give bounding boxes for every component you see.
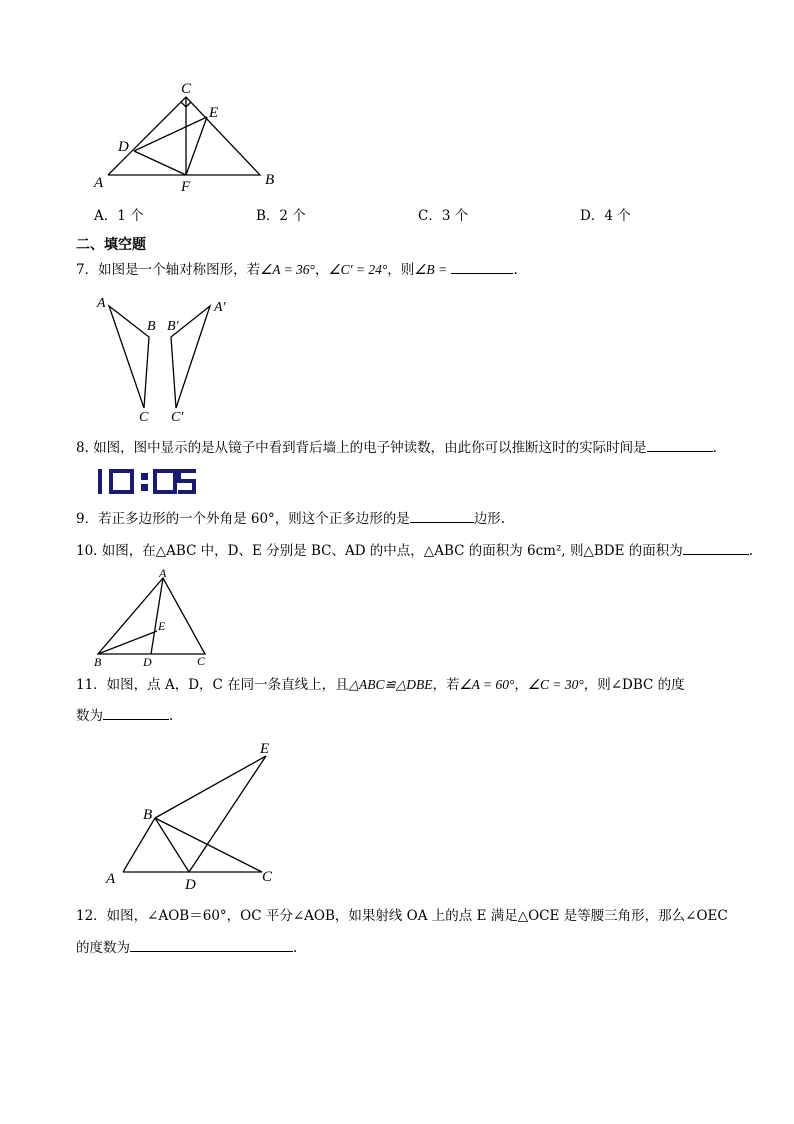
option-a: A．1 个 — [94, 208, 144, 224]
q11-mid: ，若 — [432, 677, 460, 693]
fig10-label-c: C — [197, 654, 206, 668]
option-b: B．2 个 — [256, 208, 306, 224]
fig6-label-d: D — [118, 139, 129, 155]
fig11-segment-bc — [155, 818, 262, 872]
q8-text: 8. 如图，图中显示的是从镜子中看到背后墙上的电子钟读数，由此你可以推断这时的实际时间是 — [76, 440, 647, 456]
fig11-segment-be — [155, 756, 266, 818]
q10-text: 10. 如图，在△ABC 中，D、E 分别是 BC、AD 的中点，△ABC 的面积为 6cm², 则△BDE 的面积为 — [76, 543, 683, 559]
fig11-label-c: C — [262, 869, 273, 885]
q12-line1: 12．如图，∠AOB＝60°，OC 平分∠AOB，如果射线 OA 上的点 E 满足△OCE 是等腰三角形，那么∠OEC — [76, 908, 728, 924]
q11-congruence: △ABC≌△DBE — [348, 677, 433, 692]
q11-line2-prefix: 数为 — [76, 708, 103, 724]
q12-line2-prefix: 的度数为 — [76, 940, 130, 956]
fig7-label-c: C — [139, 410, 149, 425]
fig7-label-c-prime: C′ — [171, 410, 184, 425]
fig6-label-b: B — [265, 172, 275, 188]
q12-answer-blank[interactable] — [130, 938, 293, 952]
fig10-label-a: A — [159, 566, 167, 580]
q10-suffix: . — [748, 543, 754, 559]
q11-prefix: 11．如图，点 A，D，C 在同一条直线上，且 — [76, 677, 349, 693]
fig6-label-e: E — [209, 105, 219, 121]
fig11-label-a: A — [106, 871, 116, 887]
q11-line2-suffix: . — [169, 708, 174, 724]
question-12-line-1 — [76, 907, 728, 925]
q7-angle-a: ∠A = 36° — [260, 262, 315, 277]
fig10-label-b: B — [94, 655, 102, 669]
option-d: D．4 个 — [580, 208, 631, 224]
q11-angle-a: ∠A = 60° — [459, 677, 515, 692]
q7-mid: ，则 — [387, 262, 415, 278]
fig7-label-b-prime: B′ — [167, 319, 179, 334]
fig11-label-d: D — [185, 877, 196, 893]
q7-prefix: 7．如图是一个轴对称图形，若 — [76, 262, 261, 278]
question-12-line-2 — [76, 938, 297, 957]
fig6-label-f: F — [181, 179, 191, 195]
q9-text: 9．若正多边形的一个外角是 60°，则这个正多边形的是 — [76, 511, 410, 527]
q11-separator: ， — [514, 677, 528, 693]
q12-line2-suffix: . — [293, 940, 298, 956]
q7-angle-b: ∠B = — [414, 262, 448, 277]
q7-separator: ， — [314, 262, 329, 278]
fig6-label-a: A — [94, 175, 104, 191]
fig6-label-c: C — [181, 81, 192, 97]
fig7-label-a-prime: A′ — [214, 300, 226, 315]
fig7-label-a: A — [97, 296, 106, 311]
q9-suffix: 边形. — [473, 511, 506, 527]
fig10-label-e: E — [158, 619, 166, 633]
option-c: C．3 个 — [418, 208, 469, 224]
q8-suffix: . — [712, 440, 717, 456]
fig10-label-d: D — [143, 655, 152, 669]
fig11-segment-ab — [123, 818, 155, 872]
fig11-label-b: B — [143, 807, 153, 823]
fig11-label-e: E — [260, 741, 270, 757]
q11-end: ，则∠DBC 的度 — [583, 677, 685, 693]
section-title: 二、填空题 — [76, 237, 146, 253]
fig7-label-b: B — [147, 319, 156, 334]
q7-suffix: . — [513, 262, 518, 278]
q7-angle-c: ∠C′ = 24° — [328, 262, 388, 277]
q11-angle-c: ∠C = 30° — [527, 677, 584, 692]
